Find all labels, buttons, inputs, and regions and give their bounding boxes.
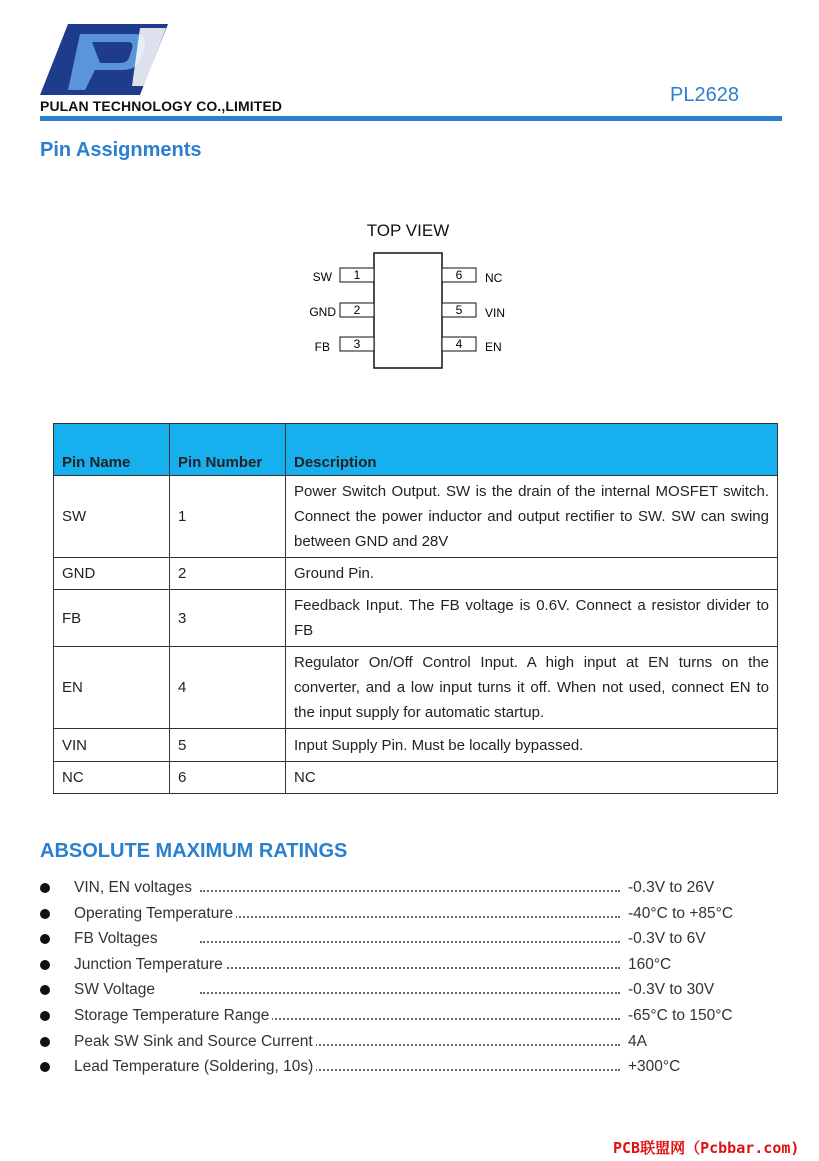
- pin-number-cell: 1: [170, 476, 286, 558]
- rating-name: Operating Temperature: [74, 901, 236, 927]
- rating-name: Peak SW Sink and Source Current: [74, 1029, 316, 1055]
- pin-4-name: EN: [485, 340, 502, 354]
- pin-description-cell: Input Supply Pin. Must be locally bypassed.: [286, 729, 778, 762]
- rating-name: Lead Temperature (Soldering, 10s): [74, 1054, 316, 1080]
- pin-name-cell: FB: [54, 590, 170, 647]
- bullet-icon: [40, 1011, 50, 1021]
- rating-value: -0.3V to 6V: [626, 926, 706, 952]
- bullet-icon: [40, 934, 50, 944]
- pin-name-cell: NC: [54, 762, 170, 794]
- pin-1-number: 1: [353, 268, 361, 282]
- ratings-list: [40, 875, 740, 1080]
- pin-4-number: 4: [455, 337, 463, 351]
- pin-5-name: VIN: [485, 306, 506, 320]
- pin-assignments-title: Pin Assignments: [40, 139, 202, 161]
- pin-name-cell: GND: [54, 558, 170, 590]
- dot-leader: [200, 992, 620, 994]
- pin-number-cell: 4: [170, 647, 286, 729]
- rating-name: VIN, EN voltages: [74, 875, 195, 901]
- pin-name-cell: SW: [54, 476, 170, 558]
- ic-body: [374, 253, 442, 368]
- pin-table: [53, 423, 778, 794]
- pin-5-number: 5: [455, 303, 463, 317]
- pin-number-cell: 3: [170, 590, 286, 647]
- pin-number-cell: 2: [170, 558, 286, 590]
- pin-description-cell: Power Switch Output. SW is the drain of the internal MOSFET switch. Connect the power inductor and output rectifier to SW. SW can swing between GND and 28V: [286, 476, 778, 558]
- table-row: [54, 590, 778, 647]
- list-item: [40, 952, 740, 978]
- part-number: PL2628: [670, 84, 739, 106]
- dot-leader: [200, 967, 620, 969]
- pin-description-cell: Ground Pin.: [286, 558, 778, 590]
- header-pin-name: Pin Name: [54, 424, 170, 476]
- rating-name: Junction Temperature: [74, 952, 226, 978]
- left-pins: [309, 268, 374, 354]
- rating-value: -0.3V to 26V: [626, 875, 714, 901]
- bullet-icon: [40, 960, 50, 970]
- header-description: Description: [286, 424, 778, 476]
- pin-description-cell: NC: [286, 762, 778, 794]
- ratings-title: ABSOLUTE MAXIMUM RATINGS: [40, 840, 348, 862]
- list-item: [40, 977, 740, 1003]
- pin-table-header: [54, 424, 778, 476]
- pin-name-cell: VIN: [54, 729, 170, 762]
- table-row: [54, 647, 778, 729]
- rating-name: Storage Temperature Range: [74, 1003, 272, 1029]
- list-item: [40, 1054, 740, 1080]
- pin-description-cell: Feedback Input. The FB voltage is 0.6V. Connect a resistor divider to FB: [286, 590, 778, 647]
- rating-value: +300°C: [626, 1054, 680, 1080]
- pin-number-cell: 6: [170, 762, 286, 794]
- dot-leader: [200, 941, 620, 943]
- pin-6-name: NC: [485, 271, 503, 285]
- rating-value: 160°C: [626, 952, 671, 978]
- pin-2-number: 2: [353, 303, 361, 317]
- list-item: [40, 1003, 740, 1029]
- rating-value: -65°C to 150°C: [626, 1003, 733, 1029]
- list-item: [40, 901, 740, 927]
- rating-name: FB Voltages: [74, 926, 161, 952]
- footer-watermark: PCB联盟网（Pcbbar.com): [613, 1139, 800, 1157]
- bullet-icon: [40, 985, 50, 995]
- table-row: [54, 762, 778, 794]
- pinout-diagram: [300, 215, 520, 380]
- bullet-icon: [40, 883, 50, 893]
- rating-value: -40°C to +85°C: [626, 901, 733, 927]
- right-pins: [442, 268, 505, 354]
- diagram-title: TOP VIEW: [366, 221, 450, 240]
- pin-1-name: SW: [312, 270, 332, 284]
- list-item: [40, 926, 740, 952]
- pin-number-cell: 5: [170, 729, 286, 762]
- pin-name-cell: EN: [54, 647, 170, 729]
- bullet-icon: [40, 1037, 50, 1047]
- company-logo: [40, 22, 170, 97]
- header-divider: [40, 116, 782, 121]
- list-item: [40, 1029, 740, 1055]
- list-item: [40, 875, 740, 901]
- rating-value: -0.3V to 30V: [626, 977, 714, 1003]
- pin-2-name: GND: [309, 305, 336, 319]
- dot-leader: [200, 916, 620, 918]
- table-row: [54, 729, 778, 762]
- pin-6-number: 6: [455, 268, 463, 282]
- company-name: PULAN TECHNOLOGY CO.,LIMITED: [40, 98, 283, 114]
- pin-description-cell: Regulator On/Off Control Input. A high input at EN turns on the converter, and a low input turns it off. When not used, connect EN to the input supply for automatic startup.: [286, 647, 778, 729]
- dot-leader: [200, 890, 620, 892]
- rating-name: SW Voltage: [74, 977, 158, 1003]
- table-row: [54, 476, 778, 558]
- pin-3-number: 3: [353, 337, 361, 351]
- table-row: [54, 558, 778, 590]
- bullet-icon: [40, 1062, 50, 1072]
- header-pin-number: Pin Number: [170, 424, 286, 476]
- pin-3-name: FB: [314, 340, 330, 354]
- bullet-icon: [40, 909, 50, 919]
- rating-value: 4A: [626, 1029, 647, 1055]
